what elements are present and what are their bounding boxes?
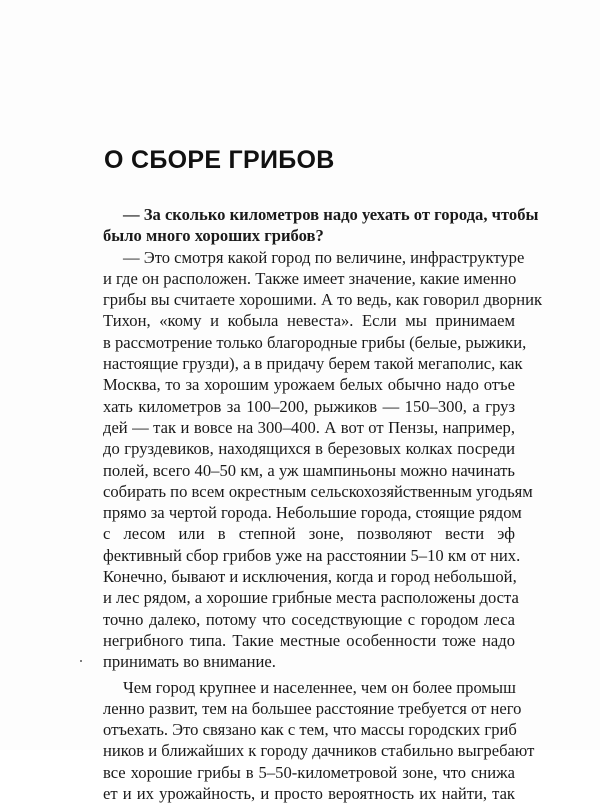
text-line: негрибного типа. Такие местные особенности тоже надо — [103, 630, 515, 650]
chapter-title: О СБОРЕ ГРИБОВ — [104, 146, 335, 174]
text-line: Москва, то за хорошим урожаем белых обычно надо отъе — [103, 375, 515, 395]
text-line: и где он расположен. Также имеет значение, какие именно — [103, 268, 517, 288]
text-line: ет и их урожайность, и просто вероятность их найти, так — [103, 784, 515, 804]
text-line: хать километров за 100–200, рыжиков — 150–300, а груз — [103, 396, 515, 416]
text-line: полей, всего 40–50 км, а уж шампиньоны можно начинать — [103, 460, 515, 480]
question-line: — За сколько километров надо уехать от города, чтобы — [123, 205, 539, 224]
text-line: все хорошие грибы в 5–50-километровой зоне, что снижа — [103, 762, 515, 782]
text-line: грибы вы считаете хорошими. А то ведь, как говорил дворник — [103, 290, 543, 310]
text-line: Конечно, бывают и исключения, когда и город небольшой, — [103, 567, 517, 587]
paragraph-2 — [103, 677, 535, 804]
question — [103, 204, 539, 247]
text-line: отъехать. Это связано как с тем, что массы городских гриб — [103, 720, 517, 740]
text-line: ленно развит, тем на большее расстояние требуется от него — [103, 698, 522, 718]
text-line: до груздевиков, находящихся в березовых колках посреди — [103, 439, 515, 459]
question-line: было много хороших грибов? — [103, 226, 324, 246]
text-line: дей — так и вовсе на 300–400. А вот от Пензы, например, — [103, 417, 515, 437]
text-line: с лесом или в степной зоне, позволяют вести эф — [103, 524, 515, 544]
text-line: ников и ближайших к городу дачников стабильно выгребают — [103, 741, 535, 761]
print-speck — [80, 660, 82, 662]
text-line: Тихон, «кому и кобыла невеста». Если мы принимаем — [103, 311, 515, 331]
text-line: точно далеко, потому что соседствующие с городом леса — [103, 609, 515, 629]
text-line: прямо за чертой города. Небольшие города, стоящие рядом — [103, 503, 522, 523]
text-line: собирать по всем окрестным сельскохозяйственным угодьям — [103, 481, 533, 501]
text-line: и лес рядом, а хорошие грибные места расположены доста — [103, 588, 519, 608]
body-text — [103, 204, 543, 804]
text-line: настоящие грузди), а в придачу берем такой мегаполис, как — [103, 354, 523, 374]
text-line: фективный сбор грибов уже на расстоянии 5–10 км от них. — [103, 545, 521, 565]
text-line: в рассмотрение только благородные грибы (белые, рыжики, — [103, 332, 527, 352]
text-line: Чем город крупнее и населеннее, чем он более промыш — [123, 677, 516, 697]
text-line: — Это смотря какой город по величине, инфраструктуре — [123, 247, 525, 267]
answer-paragraph — [103, 247, 543, 673]
text-line: принимать во внимание. — [103, 652, 276, 672]
